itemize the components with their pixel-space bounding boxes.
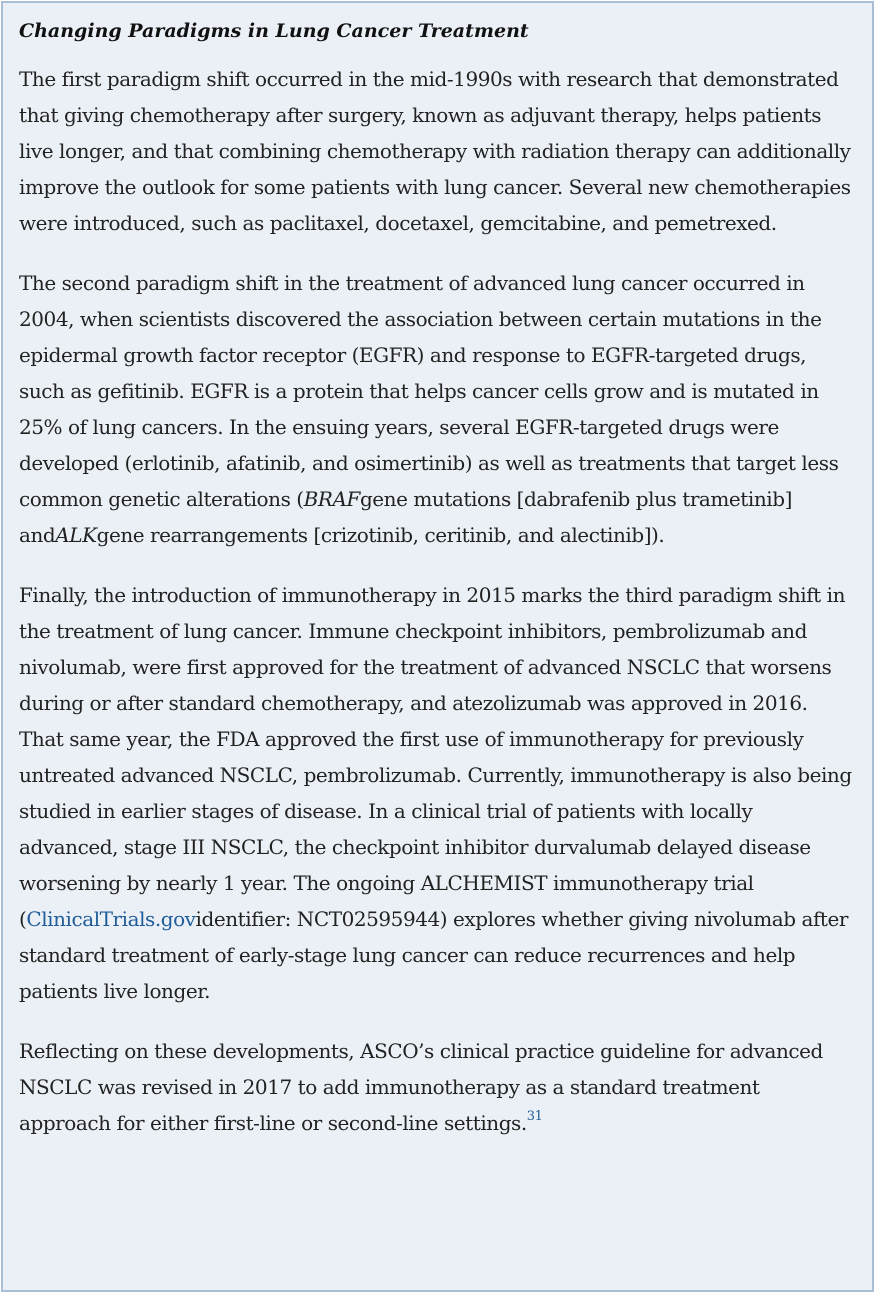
paragraph-second-shift: [19, 265, 856, 553]
paragraph-text: The second paradigm shift in the treatment of advanced lung cancer occurred in 2004, when scientists discovered the association between certain mutations in the epidermal growth factor receptor (EGFR) and response to EGFR-targeted drugs, such as gefitinib. EGFR is a protein that helps cancer cells grow and is mutated in 25% of lung cancers. In the ensuing years, several EGFR-targeted drugs were developed (erlotinib, afatinib, and osimertinib) as well as treatments that target less common genetic alterations (: [19, 271, 839, 511]
paragraph-third-shift: [19, 577, 856, 1009]
paragraph-text: Finally, the introduction of immunotherapy in 2015 marks the third paradigm shift in the treatment of lung cancer. Immune checkpoint inhibitors, pembrolizumab and nivolumab, were first approved for the treatment of advanced NSCLC that worsens during or after standard chemotherapy, and atezolizumab was approved in 2016. That same year, the FDA approved the first use of immunotherapy for previously untreated advanced NSCLC, pembrolizumab. Currently, immunotherapy is also being studied in earlier stages of disease. In a clinical trial of patients with locally advanced, stage III NSCLC, the checkpoint inhibitor durvalumab delayed disease worsening by nearly 1 year. The ongoing ALCHEMIST immunotherapy trial (: [19, 583, 852, 931]
gene-name-alk: ALK: [55, 523, 97, 547]
paragraph-text: gene rearrangements [crizotinib, ceritinib, and alectinib]).: [96, 523, 665, 547]
sidebar-box: [1, 1, 874, 1292]
paragraph-guideline: [19, 1033, 856, 1141]
clinicaltrials-link[interactable]: ClinicalTrials.gov: [26, 907, 196, 931]
paragraph-text: identifier: NCT02595944) explores whether giving nivolumab after standard treatment of early-stage lung cancer can reduce recurrences and help patients live longer.: [19, 907, 849, 1003]
reference-link[interactable]: 31: [526, 1109, 543, 1125]
gene-name-braf: BRAF: [303, 487, 360, 511]
box-title: Changing Paradigms in Lung Cancer Treatment: [19, 20, 529, 42]
paragraph-text: Reflecting on these developments, ASCO’s clinical practice guideline for advanced NSCLC was revised in 2017 to add immunotherapy as a standard treatment approach for either first-line or second-line settings.: [19, 1039, 823, 1135]
paragraph-text: gene mutations [dabrafenib plus trametinib] and: [19, 487, 792, 547]
paragraph-first-shift: The first paradigm shift occurred in the mid-1990s with research that demonstrated that giving chemotherapy after surgery, known as adjuvant therapy, helps patients live longer, and that combining chemotherapy with radiation therapy can additionally improve the outlook for some patients with lung cancer. Several new chemotherapies were introduced, such as paclitaxel, docetaxel, gemcitabine, and pemetrexed.: [19, 67, 851, 235]
